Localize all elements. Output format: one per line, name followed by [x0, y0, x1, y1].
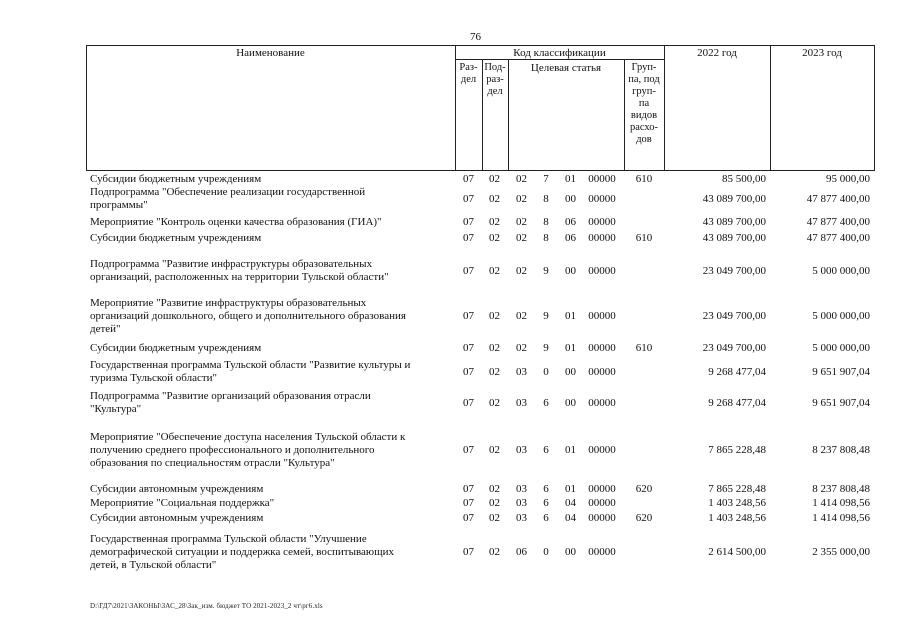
cell-c4: 00000	[588, 366, 616, 378]
page-number: 76	[470, 31, 481, 43]
cell-rz: 07	[463, 397, 474, 409]
cell-vr: 610	[635, 173, 653, 185]
cell-y2023: 1 414 098,56	[812, 497, 870, 509]
cell-c3: 01	[565, 483, 576, 495]
cell-rz: 07	[463, 497, 474, 509]
cell-pr: 02	[489, 173, 500, 185]
cell-y2022: 43 089 700,00	[702, 193, 766, 205]
cell-c1: 03	[516, 444, 527, 456]
cell-y2023: 5 000 000,00	[812, 265, 870, 277]
cell-c2: 8	[543, 193, 549, 205]
cell-rz: 07	[463, 366, 474, 378]
row-name: Подпрограмма "Развитие инфраструктуры образовательных организаций, расположенных на территории Тульской области"	[90, 258, 389, 283]
cell-c2: 6	[543, 512, 549, 524]
row-name: Субсидии бюджетным учреждениям	[90, 173, 262, 185]
cell-y2022: 43 089 700,00	[702, 232, 766, 244]
cell-c1: 03	[516, 397, 527, 409]
row-name: Государственная программа Тульской области "Развитие культуры и туризма Тульской области"	[90, 359, 411, 384]
col-line-podrazdel	[508, 59, 509, 171]
col-line-2022	[770, 45, 771, 171]
cell-c1: 02	[516, 342, 527, 354]
cell-y2023: 47 877 400,00	[806, 216, 870, 228]
cell-y2022: 2 614 500,00	[708, 546, 766, 558]
header-group: Груп- па, под груп- па видов расхо- дов	[628, 62, 660, 145]
cell-c4: 00000	[588, 444, 616, 456]
cell-y2022: 23 049 700,00	[702, 310, 766, 322]
cell-y2022: 1 403 248,56	[708, 512, 766, 524]
cell-c3: 04	[565, 497, 576, 509]
cell-c4: 00000	[588, 546, 616, 558]
cell-c1: 03	[516, 512, 527, 524]
cell-y2023: 5 000 000,00	[812, 342, 870, 354]
cell-y2022: 9 268 477,04	[708, 397, 766, 409]
header-top-line	[86, 45, 874, 46]
cell-vr: 620	[635, 512, 653, 524]
cell-c3: 00	[565, 546, 576, 558]
row-name: Мероприятие "Контроль оценки качества образования (ГИА)"	[90, 216, 382, 228]
header-razdel: Раз- дел	[459, 62, 478, 85]
cell-y2023: 5 000 000,00	[812, 310, 870, 322]
cell-y2022: 7 865 228,48	[708, 444, 766, 456]
cell-pr: 02	[489, 546, 500, 558]
cell-c1: 02	[516, 232, 527, 244]
cell-pr: 02	[489, 512, 500, 524]
cell-rz: 07	[463, 444, 474, 456]
cell-c2: 9	[543, 310, 549, 322]
col-line-left	[86, 45, 87, 171]
cell-c1: 02	[516, 265, 527, 277]
cell-y2022: 43 089 700,00	[702, 216, 766, 228]
cell-vr: 610	[635, 232, 653, 244]
row-name: Субсидии бюджетным учреждениям	[90, 342, 262, 354]
cell-c2: 8	[543, 232, 549, 244]
header-podrazdel: Под- раз- дел	[484, 62, 506, 97]
cell-c1: 02	[516, 310, 527, 322]
cell-c3: 01	[565, 173, 576, 185]
file-path-footer: D:\ГД7\2021\ЗАКОНЫ\ЗАС_28\Зак_изм. бюджет ТО 2021-2023_2 чт\рг6.xls	[90, 602, 323, 610]
cell-y2023: 9 651 907,04	[812, 366, 870, 378]
cell-pr: 02	[489, 342, 500, 354]
cell-c2: 0	[543, 546, 549, 558]
cell-c2: 0	[543, 366, 549, 378]
header-2022: 2022 год	[697, 47, 737, 59]
cell-rz: 07	[463, 232, 474, 244]
header-2023: 2023 год	[802, 47, 842, 59]
row-name: Субсидии автономным учреждениям	[90, 483, 264, 495]
cell-pr: 02	[489, 444, 500, 456]
cell-c2: 6	[543, 483, 549, 495]
cell-c4: 00000	[588, 216, 616, 228]
row-name: Государственная программа Тульской области "Улучшение демографической ситуации и поддержка семей, воспитывающих детей, в Тульской области"	[90, 533, 394, 571]
header-code: Код классификации	[513, 47, 606, 59]
cell-c4: 00000	[588, 310, 616, 322]
cell-c4: 00000	[588, 193, 616, 205]
col-line-right	[874, 45, 875, 171]
header-name: Наименование	[236, 47, 305, 59]
cell-c4: 00000	[588, 342, 616, 354]
cell-y2022: 1 403 248,56	[708, 497, 766, 509]
cell-c2: 7	[543, 173, 549, 185]
cell-c3: 06	[565, 216, 576, 228]
cell-pr: 02	[489, 366, 500, 378]
row-name: Мероприятие "Обеспечение доступа населения Тульской области к получению среднего профессионального и дополнительного образования по специальностям отрасли "Культура"	[90, 431, 406, 469]
cell-c1: 03	[516, 497, 527, 509]
cell-c3: 00	[565, 366, 576, 378]
cell-c4: 00000	[588, 483, 616, 495]
cell-pr: 02	[489, 232, 500, 244]
cell-c4: 00000	[588, 497, 616, 509]
cell-c2: 8	[543, 216, 549, 228]
cell-pr: 02	[489, 193, 500, 205]
cell-c4: 00000	[588, 397, 616, 409]
cell-c3: 01	[565, 310, 576, 322]
cell-c3: 00	[565, 193, 576, 205]
cell-c1: 02	[516, 216, 527, 228]
cell-y2022: 85 500,00	[722, 173, 766, 185]
cell-c3: 01	[565, 342, 576, 354]
cell-c1: 03	[516, 483, 527, 495]
cell-y2022: 7 865 228,48	[708, 483, 766, 495]
cell-pr: 02	[489, 310, 500, 322]
cell-y2023: 2 355 000,00	[812, 546, 870, 558]
row-name: Мероприятие "Социальная поддержка"	[90, 497, 275, 509]
cell-y2023: 95 000,00	[826, 173, 870, 185]
cell-y2023: 1 414 098,56	[812, 512, 870, 524]
row-name: Мероприятие "Развитие инфраструктуры образовательных организаций дошкольного, общего и дополнительного образования детей"	[90, 297, 406, 335]
cell-c3: 06	[565, 232, 576, 244]
cell-pr: 02	[489, 497, 500, 509]
cell-rz: 07	[463, 193, 474, 205]
cell-c2: 9	[543, 265, 549, 277]
header-bottom-line	[86, 170, 874, 171]
cell-c4: 00000	[588, 265, 616, 277]
row-name: Подпрограмма "Обеспечение реализации государственной программы"	[90, 186, 366, 211]
cell-y2023: 47 877 400,00	[806, 193, 870, 205]
cell-c3: 00	[565, 397, 576, 409]
cell-c2: 6	[543, 397, 549, 409]
cell-c1: 03	[516, 366, 527, 378]
cell-y2022: 23 049 700,00	[702, 342, 766, 354]
row-name: Субсидии бюджетным учреждениям	[90, 232, 262, 244]
row-name: Подпрограмма "Развитие организаций образования отрасли "Культура"	[90, 390, 371, 415]
cell-c4: 00000	[588, 512, 616, 524]
cell-rz: 07	[463, 310, 474, 322]
cell-rz: 07	[463, 546, 474, 558]
cell-rz: 07	[463, 216, 474, 228]
cell-y2023: 8 237 808,48	[812, 444, 870, 456]
cell-c3: 04	[565, 512, 576, 524]
cell-pr: 02	[489, 397, 500, 409]
cell-c1: 02	[516, 173, 527, 185]
cell-rz: 07	[463, 173, 474, 185]
cell-c3: 00	[565, 265, 576, 277]
cell-y2023: 47 877 400,00	[806, 232, 870, 244]
cell-c4: 00000	[588, 232, 616, 244]
cell-pr: 02	[489, 216, 500, 228]
cell-vr: 620	[635, 483, 653, 495]
cell-c2: 9	[543, 342, 549, 354]
cell-rz: 07	[463, 342, 474, 354]
cell-y2023: 8 237 808,48	[812, 483, 870, 495]
cell-vr: 610	[635, 342, 653, 354]
cell-c1: 02	[516, 193, 527, 205]
cell-c3: 01	[565, 444, 576, 456]
cell-c4: 00000	[588, 173, 616, 185]
cell-y2023: 9 651 907,04	[812, 397, 870, 409]
cell-rz: 07	[463, 483, 474, 495]
cell-pr: 02	[489, 265, 500, 277]
row-name: Субсидии автономным учреждениям	[90, 512, 264, 524]
cell-pr: 02	[489, 483, 500, 495]
cell-c2: 6	[543, 497, 549, 509]
cell-y2022: 23 049 700,00	[702, 265, 766, 277]
cell-rz: 07	[463, 265, 474, 277]
header-target: Целевая статья	[530, 62, 602, 74]
cell-c2: 6	[543, 444, 549, 456]
cell-y2022: 9 268 477,04	[708, 366, 766, 378]
cell-rz: 07	[463, 512, 474, 524]
col-line-code	[664, 45, 665, 171]
code-sub-line	[455, 59, 664, 60]
cell-c1: 06	[516, 546, 527, 558]
